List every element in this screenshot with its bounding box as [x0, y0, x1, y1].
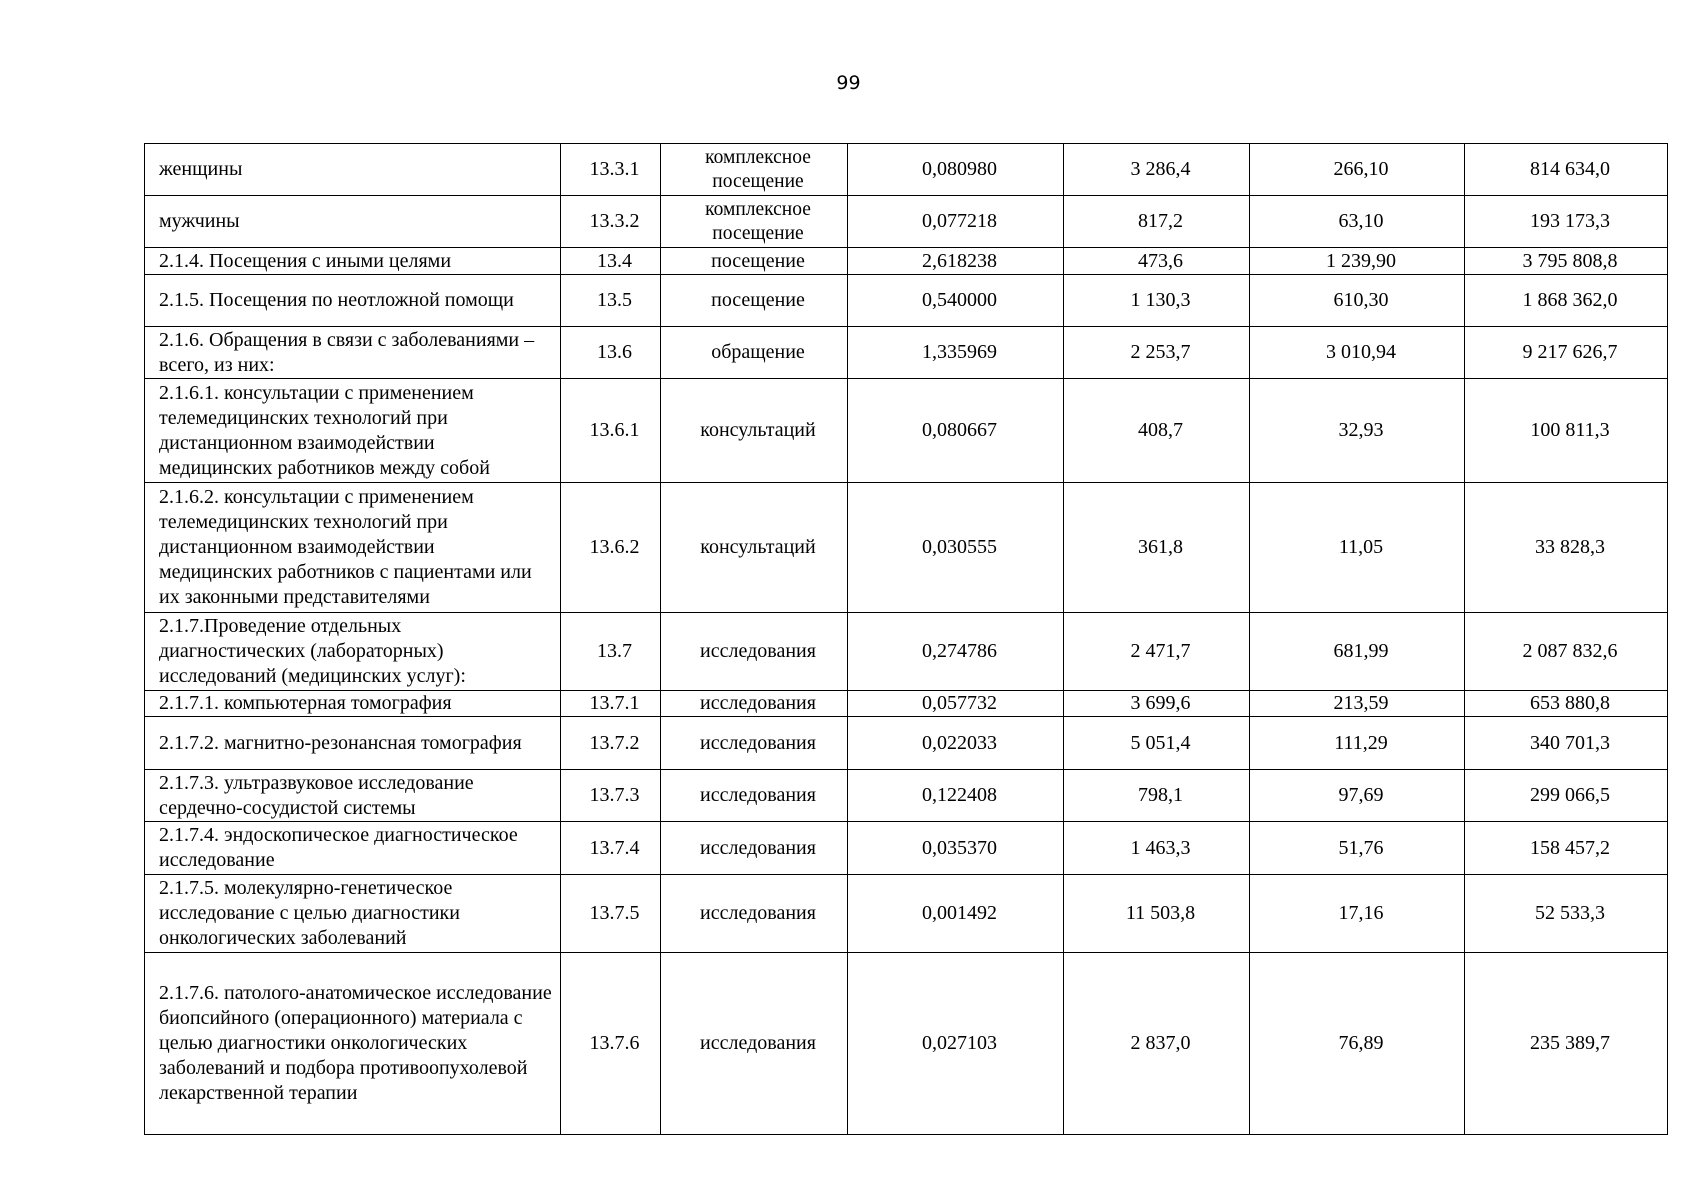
row-per-capita-cell: 63,10: [1250, 196, 1465, 248]
row-name-cell: 2.1.7.6. патолого-анатомическое исследование биопсийного (операционного) материала с целью диагностики онкологических заболеваний и подбора противоопухолевой лекарственной терапии: [145, 953, 561, 1135]
row-total-cell: 1 868 362,0: [1465, 275, 1668, 327]
row-total-cell: 235 389,7: [1465, 953, 1668, 1135]
row-cost-cell: 817,2: [1064, 196, 1250, 248]
row-unit-cell: исследования: [661, 717, 848, 770]
row-code-cell: 13.7.6: [561, 953, 661, 1135]
table-row: [145, 953, 1668, 1135]
row-total-cell: 158 457,2: [1465, 822, 1668, 875]
row-per-capita-cell: 266,10: [1250, 144, 1465, 196]
row-per-capita-cell: 3 010,94: [1250, 327, 1465, 379]
row-unit-cell: посещение: [661, 275, 848, 327]
row-code-cell: 13.3.1: [561, 144, 661, 196]
row-cost-cell: 3 699,6: [1064, 691, 1250, 717]
row-per-capita-cell: 17,16: [1250, 875, 1465, 953]
row-cost-cell: 5 051,4: [1064, 717, 1250, 770]
row-per-capita-cell: 76,89: [1250, 953, 1465, 1135]
row-cost-cell: 1 130,3: [1064, 275, 1250, 327]
row-total-cell: 9 217 626,7: [1465, 327, 1668, 379]
row-cost-cell: 11 503,8: [1064, 875, 1250, 953]
row-cost-cell: 408,7: [1064, 379, 1250, 483]
row-per-capita-cell: 610,30: [1250, 275, 1465, 327]
row-code-cell: 13.6.1: [561, 379, 661, 483]
row-unit-cell: комплексное посещение: [661, 196, 848, 248]
row-norm-value-cell: 0,022033: [848, 717, 1064, 770]
data-table: [144, 143, 1668, 1135]
row-norm-value-cell: 0,274786: [848, 613, 1064, 691]
row-norm-value-cell: 0,122408: [848, 770, 1064, 822]
row-unit-cell: исследования: [661, 613, 848, 691]
row-per-capita-cell: 51,76: [1250, 822, 1465, 875]
table-row: [145, 691, 1668, 717]
row-code-cell: 13.7.4: [561, 822, 661, 875]
row-total-cell: 193 173,3: [1465, 196, 1668, 248]
row-name-cell: 2.1.4. Посещения с иными целями: [145, 248, 561, 275]
row-total-cell: 100 811,3: [1465, 379, 1668, 483]
table-row: [145, 196, 1668, 248]
table-row: [145, 327, 1668, 379]
row-name-cell: 2.1.7.Проведение отдельных диагностических (лабораторных) исследований (медицинских услуг):: [145, 613, 561, 691]
row-total-cell: 2 087 832,6: [1465, 613, 1668, 691]
row-norm-value-cell: 0,080667: [848, 379, 1064, 483]
row-per-capita-cell: 213,59: [1250, 691, 1465, 717]
row-name-cell: 2.1.7.5. молекулярно-генетическое исследование с целью диагностики онкологических заболеваний: [145, 875, 561, 953]
row-cost-cell: 2 253,7: [1064, 327, 1250, 379]
row-total-cell: 653 880,8: [1465, 691, 1668, 717]
row-total-cell: 814 634,0: [1465, 144, 1668, 196]
row-per-capita-cell: 1 239,90: [1250, 248, 1465, 275]
table-row: [145, 483, 1668, 613]
row-unit-cell: исследования: [661, 770, 848, 822]
row-per-capita-cell: 11,05: [1250, 483, 1465, 613]
row-unit-cell: исследования: [661, 691, 848, 717]
row-code-cell: 13.5: [561, 275, 661, 327]
row-norm-value-cell: 0,077218: [848, 196, 1064, 248]
row-cost-cell: 3 286,4: [1064, 144, 1250, 196]
row-unit-cell: исследования: [661, 875, 848, 953]
row-norm-value-cell: 0,030555: [848, 483, 1064, 613]
row-norm-value-cell: 0,540000: [848, 275, 1064, 327]
page-number: 99: [836, 72, 861, 94]
row-unit-cell: исследования: [661, 822, 848, 875]
row-name-cell: 2.1.6. Обращения в связи с заболеваниями – всего, из них:: [145, 327, 561, 379]
table-row: [145, 770, 1668, 822]
row-unit-cell: посещение: [661, 248, 848, 275]
table-row: [145, 144, 1668, 196]
row-code-cell: 13.7.3: [561, 770, 661, 822]
row-name-cell: мужчины: [145, 196, 561, 248]
row-cost-cell: 2 837,0: [1064, 953, 1250, 1135]
row-code-cell: 13.6.2: [561, 483, 661, 613]
row-code-cell: 13.7: [561, 613, 661, 691]
table-body: [145, 144, 1668, 1135]
row-code-cell: 13.4: [561, 248, 661, 275]
row-norm-value-cell: 0,027103: [848, 953, 1064, 1135]
row-unit-cell: комплексное посещение: [661, 144, 848, 196]
row-total-cell: 33 828,3: [1465, 483, 1668, 613]
row-norm-value-cell: 0,001492: [848, 875, 1064, 953]
row-code-cell: 13.7.2: [561, 717, 661, 770]
row-code-cell: 13.7.1: [561, 691, 661, 717]
row-total-cell: 52 533,3: [1465, 875, 1668, 953]
row-name-cell: 2.1.7.1. компьютерная томография: [145, 691, 561, 717]
row-name-cell: 2.1.7.4. эндоскопическое диагностическое исследование: [145, 822, 561, 875]
table-row: [145, 875, 1668, 953]
row-cost-cell: 473,6: [1064, 248, 1250, 275]
row-code-cell: 13.6: [561, 327, 661, 379]
row-code-cell: 13.7.5: [561, 875, 661, 953]
row-per-capita-cell: 97,69: [1250, 770, 1465, 822]
row-per-capita-cell: 32,93: [1250, 379, 1465, 483]
row-norm-value-cell: 1,335969: [848, 327, 1064, 379]
row-norm-value-cell: 0,035370: [848, 822, 1064, 875]
row-unit-cell: исследования: [661, 953, 848, 1135]
row-name-cell: женщины: [145, 144, 561, 196]
row-unit-cell: консультаций: [661, 483, 848, 613]
row-unit-cell: обращение: [661, 327, 848, 379]
row-cost-cell: 1 463,3: [1064, 822, 1250, 875]
row-cost-cell: 361,8: [1064, 483, 1250, 613]
row-norm-value-cell: 2,618238: [848, 248, 1064, 275]
row-unit-cell: консультаций: [661, 379, 848, 483]
table-row: [145, 379, 1668, 483]
row-name-cell: 2.1.7.3. ультразвуковое исследование сердечно-сосудистой системы: [145, 770, 561, 822]
row-norm-value-cell: 0,057732: [848, 691, 1064, 717]
row-per-capita-cell: 111,29: [1250, 717, 1465, 770]
row-name-cell: 2.1.7.2. магнитно-резонансная томография: [145, 717, 561, 770]
row-name-cell: 2.1.5. Посещения по неотложной помощи: [145, 275, 561, 327]
row-cost-cell: 2 471,7: [1064, 613, 1250, 691]
row-total-cell: 299 066,5: [1465, 770, 1668, 822]
row-cost-cell: 798,1: [1064, 770, 1250, 822]
row-total-cell: 3 795 808,8: [1465, 248, 1668, 275]
row-total-cell: 340 701,3: [1465, 717, 1668, 770]
table-row: [145, 613, 1668, 691]
row-name-cell: 2.1.6.2. консультации с применением телемедицинских технологий при дистанционном взаимодействии медицинских работников с пациентами или их законными представителями: [145, 483, 561, 613]
table-row: [145, 275, 1668, 327]
table-row: [145, 822, 1668, 875]
table-row: [145, 717, 1668, 770]
row-per-capita-cell: 681,99: [1250, 613, 1465, 691]
row-code-cell: 13.3.2: [561, 196, 661, 248]
row-name-cell: 2.1.6.1. консультации с применением телемедицинских технологий при дистанционном взаимодействии медицинских работников между собой: [145, 379, 561, 483]
table-row: [145, 248, 1668, 275]
row-norm-value-cell: 0,080980: [848, 144, 1064, 196]
